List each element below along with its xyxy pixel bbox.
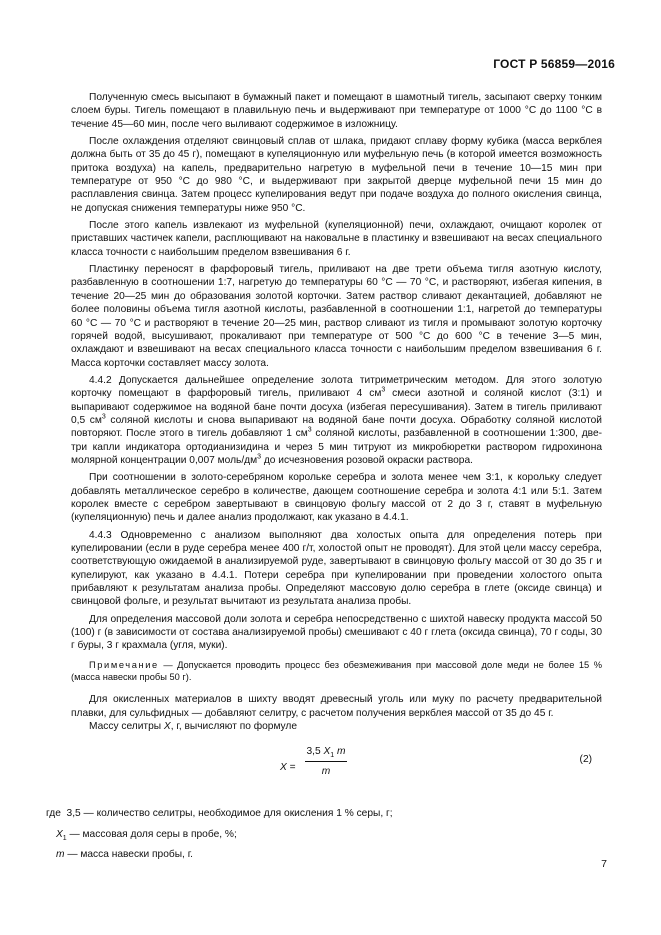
page-number: 7	[601, 858, 607, 870]
paragraph: При соотношении в золото-серебряном корольке серебра и золота менее чем 3:1, к корольку следует добавлять металлическое серебро в количестве, дающем соотношение серебра и золота 4:1 или 5:1. Затем королек вместе с серебром завертывают в свинцовую фольгу массой от 2 до 3 г, ставят в муфельную (купеляционную) печь и далее анализ продолжают, как указано в 4.4.1.	[71, 472, 602, 524]
formula-denominator: m	[321, 766, 331, 778]
document-code: ГОСТ Р 56859—2016	[493, 57, 615, 71]
formula-fraction	[305, 745, 347, 778]
fraction-bar	[305, 761, 347, 762]
legend-item: где 3,5 — количество селитры, необходимое для окисления 1 % серы, г;	[46, 808, 393, 820]
paragraph: Полученную смесь высыпают в бумажный пакет и помещают в шамотный тигель, засыпают сверху тонким слоем буры. Тигель помещают в плавильную печь и выдерживают при температуре от 1000 °С до 1100 °С в течение 45—60 мин, после чего выливают содержимое в изложницу.	[71, 92, 602, 130]
note	[71, 659, 602, 684]
formula-intro: Массу селитры X, г, вычисляют по формуле	[89, 721, 298, 733]
paragraph: После охлаждения отделяют свинцовый сплав от шлака, придают сплаву форму кубика (масса веркблея должна быть от 35 до 45 г), помещают в купеляционную или муфельную печь (в которой имеется возможность притока воздуха) на капель, предварительно нагретую в муфельной печи в течение 10—15 мин при температуре от 950 °С до 980 °С, и выдерживают при закрытой дверце муфельной печи 15 мин до расплавления свинца. Затем процесс купелирования ведут при подаче воздуха до полного окисления свинца, не допуская снижения температуры ниже 950 °С.	[71, 136, 602, 214]
legend-item: $X_1$ — массовая доля серы в пробе, %;	[56, 829, 237, 843]
paragraph: После этого капель извлекают из муфельной (купеляционной) печи, охлаждают, очищают королек от приставших частичек капели, расплющивают на наковальне в пластинку и взвешивают на весах специального класса точности с наибольшим пределом взвешивания 6 г.	[71, 220, 602, 258]
formula-lhs: X =	[280, 762, 296, 774]
formula-2	[71, 744, 602, 794]
formula-legend	[46, 807, 602, 871]
legend-item: m — масса навески пробы, г.	[56, 849, 193, 861]
page-content	[46, 91, 602, 871]
formula-number: (2)	[579, 754, 592, 766]
paragraph-4-4-2: 4.4.2 Допускается дальнейшее определение золота титриметрическим методом. Для этого золотую корточку помещают в фарфоровый тигель, приливают 4 $см^3$ смеси азотной и соляной кислот (3:1) и выпаривают содержимое на водяной бане почти досуха (избегая пересушивания). Затем в тигель приливают 0,5 $см^3$ соляной кислоты и снова выпаривают на водяной бане почти досуха. Обработку соляной кислотой повторяют. После этого в тигель добавляют 1 $см^3$ соляной кислоты, разбавленной в соотношении 1:300, две-три капли индикатора ортодианизидина и через 5 мин титруют из микробюретки раствором гидрохинона молярной концентрации 0,007 моль/$дм^3$ до исчезновения розовой окраски раствора.	[71, 374, 602, 466]
paragraph: Для окисленных материалов в шихту вводят древесный уголь или муку по расчету предварительной плавки, для сульфидных — добавляют селитру, с расчетом получения веркблея массой от 35 до 45 г.	[71, 694, 602, 719]
paragraph-4-4-3: 4.4.3 Одновременно с анализом выполняют два холостых опыта для определения потерь при купелировании (если в руде серебра менее 400 г/т, холостой опыт не проводят). Для этой цели массу серебра, соответствующую ожидаемой в анализируемой руде, завертывают в свинцовую фольгу массой от 30 до 35 г и купелируют, как указано в 4.4.1. Потери серебра при купелировании при проведении холостого опыта прибавляют к результатам анализа пробы. Определяют массовую долю серебра в глете (оксиде свинца) и свинцовой фольге, и результат вычитают из результата анализа пробы.	[71, 529, 602, 608]
note-text: — Допускается проводить процесс без обезмеживания при массовой доле меди не более 15 % (масса навески пробы 50 г).	[71, 659, 602, 683]
paragraph: Для определения массовой доли золота и серебра непосредственно с шихтой навеску продукта массой 50 (100) г (в зависимости от состава анализируемой пробы) смешивают с 40 г глета (оксида свинца), 70 г соды, 30 г буры, 3 г крахмала (угля, муки).	[71, 613, 602, 652]
formula-numerator: 3,5 $X_1$ m	[306, 746, 346, 760]
note-label: Примечание	[89, 659, 159, 670]
paragraph: Пластинку переносят в фарфоровый тигель, приливают на две трети объема тигля азотную кислоту, разбавленную в соотношении 1:7, нагретую до температуры 60 °С — 70 °С, и растворяют, избегая кипения, в течение 20—25 мин до образования золотой корточки. Затем раствор сливают декантацией, добавляют не более половины объема тигля азотной кислоты, разбавленной в соотношении 1:1, нагретой до температуры 60 °С — 70 °С и растворяют в течение 20—25 мин, раствор сливают из тигля и промывают золотую корточку горячей водой, высушивают, прокаливают при температуре от 500 °С до 600 °С в течение 3—5 мин, охлаждают и взвешивают на весах специального класса точности с наибольшим пределом взвешивания 6 г. Масса корточки составляет массу золота.	[71, 264, 602, 369]
